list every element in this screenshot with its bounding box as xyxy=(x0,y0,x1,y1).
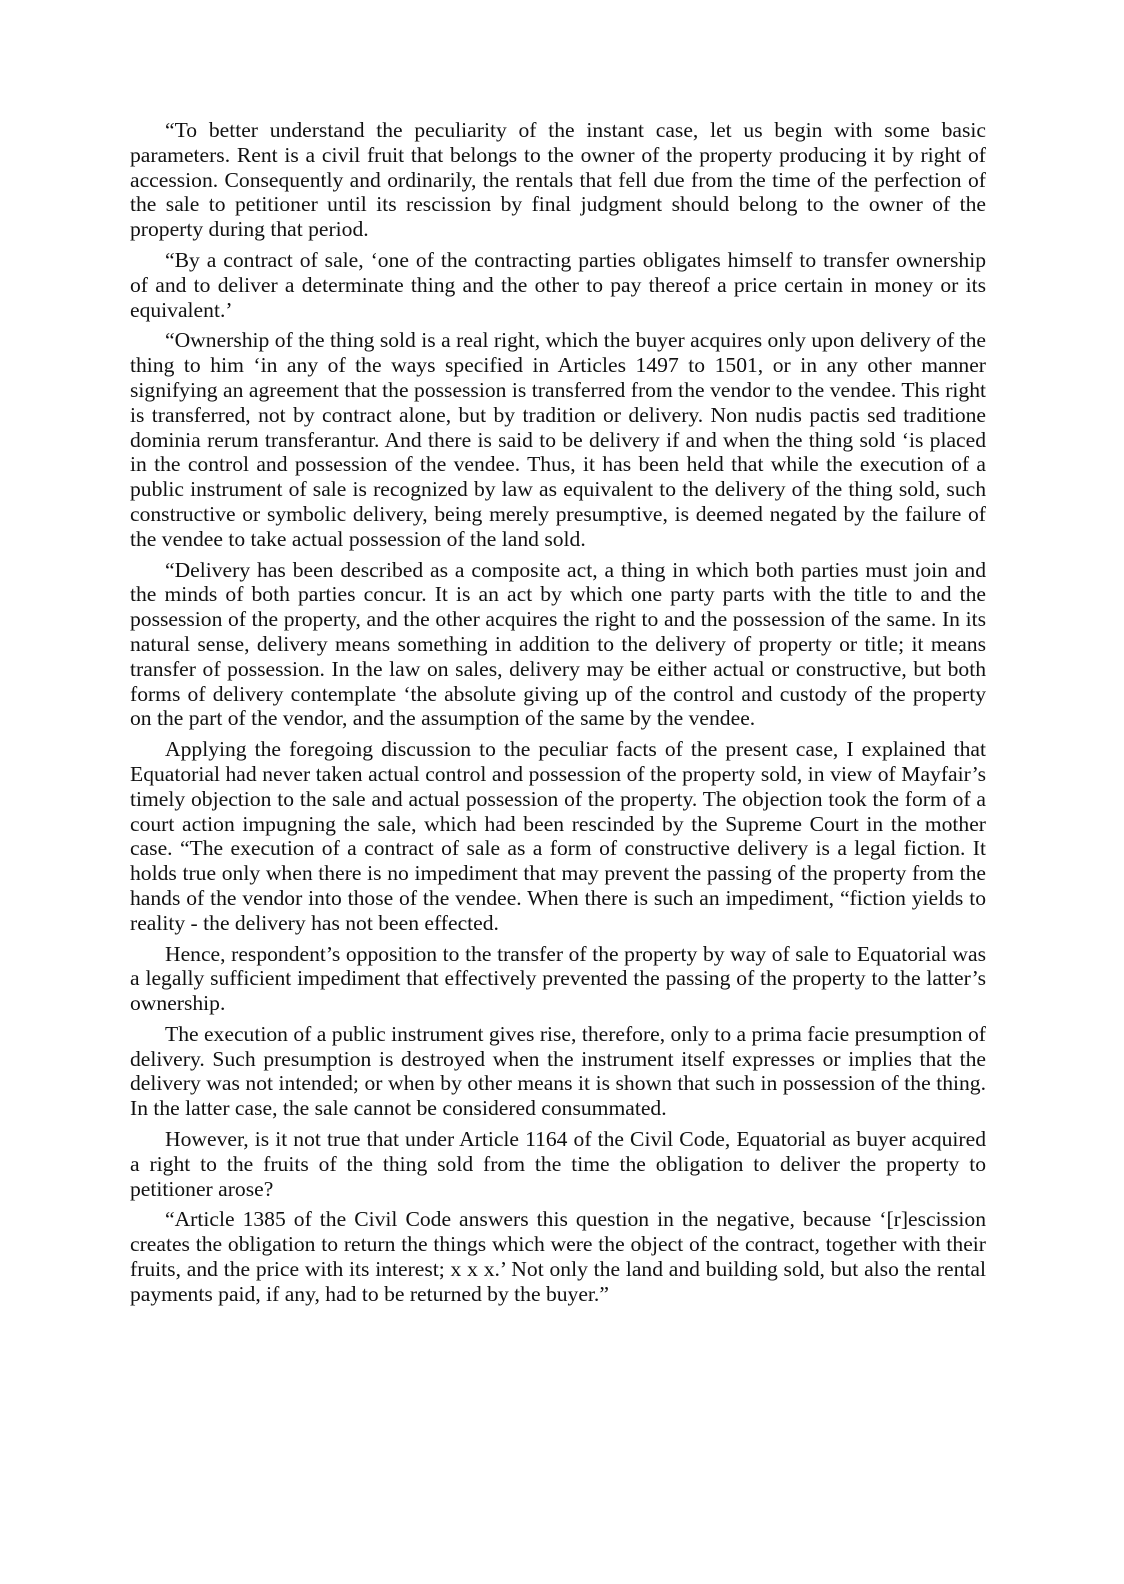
paragraph-respondent-opposition: Hence, respondent’s opposition to the transfer of the property by way of sale to Equatorial was a legally sufficient impediment that effectively prevented the passing of the property to the latter’s ownership. xyxy=(130,941,986,1016)
paragraph-rent-civil-fruit: “To better understand the peculiarity of the instant case, let us begin with some basic parameters. Rent is a civil fruit that belongs to the owner of the property producing it by right of accession. Consequently and ordinarily, the rentals that fell due from the time of the perfection of the sale to petitioner until its rescission by final judgment should belong to the owner of the property during that period. xyxy=(130,118,986,242)
document-page xyxy=(130,118,986,1313)
paragraph-applying-discussion: Applying the foregoing discussion to the peculiar facts of the present case, I explained that Equatorial had never taken actual control and possession of the property sold, in view of Mayfair’s timely objection to the sale and actual possession of the property. The objection took the form of a court action impugning the sale, which had been rescinded by the Supreme Court in the mother case. “The execution of a contract of sale as a form of constructive delivery is a legal fiction. It holds true only when there is no impediment that may prevent the passing of the property from the hands of the vendor into those of the vendee. When there is such an impediment, “fiction yields to reality - the delivery has not been effected. xyxy=(130,737,986,935)
paragraph-delivery-composite-act: “Delivery has been described as a composite act, a thing in which both parties must join and the minds of both parties concur. It is an act by which one party parts with the title to and the possession of the property, and the other acquires the right to and the possession of the same. In its natural sense, delivery means something in addition to the delivery of property or title; it means transfer of possession. In the law on sales, delivery may be either actual or constructive, but both forms of delivery contemplate ‘the absolute giving up of the control and custody of the property on the part of the vendor, and the assumption of the same by the vendee. xyxy=(130,557,986,731)
paragraph-article-1385: “Article 1385 of the Civil Code answers this question in the negative, because ‘[r]escission creates the obligation to return the things which were the object of the contract, together with their fruits, and the price with its interest; x x x.’ Not only the land and building sold, but also the rental payments paid, if any, had to be returned by the buyer.” xyxy=(130,1207,986,1306)
paragraph-article-1164: However, is it not true that under Article 1164 of the Civil Code, Equatorial as buyer acquired a right to the fruits of the thing sold from the time the obligation to deliver the property to petitioner arose? xyxy=(130,1127,986,1201)
paragraph-ownership-real-right: “Ownership of the thing sold is a real right, which the buyer acquires only upon delivery of the thing to him ‘in any of the ways specified in Articles 1497 to 1501, or in any other manner signifying an agreement that the possession is transferred from the vendor to the vendee. This right is transferred, not by contract alone, but by tradition or delivery. Non nudis pactis sed traditione dominia rerum transferantur. And there is said to be delivery if and when the thing sold ‘is placed in the control and possession of the vendee. Thus, it has been held that while the execution of a public instrument of sale is recognized by law as equivalent to the delivery of the thing sold, such constructive or symbolic delivery, being merely presumptive, is deemed negated by the failure of the vendee to take actual possession of the land sold. xyxy=(130,328,986,551)
paragraph-public-instrument: The execution of a public instrument gives rise, therefore, only to a prima facie presumption of delivery. Such presumption is destroyed when the instrument itself expresses or implies that the delivery was not intended; or when by other means it is shown that such in possession of the thing. In the latter case, the sale cannot be considered consummated. xyxy=(130,1021,986,1121)
paragraph-contract-of-sale: “By a contract of sale, ‘one of the contracting parties obligates himself to transfer ownership of and to deliver a determinate thing and the other to pay thereof a price certain in money or its equivalent.’ xyxy=(130,247,986,322)
